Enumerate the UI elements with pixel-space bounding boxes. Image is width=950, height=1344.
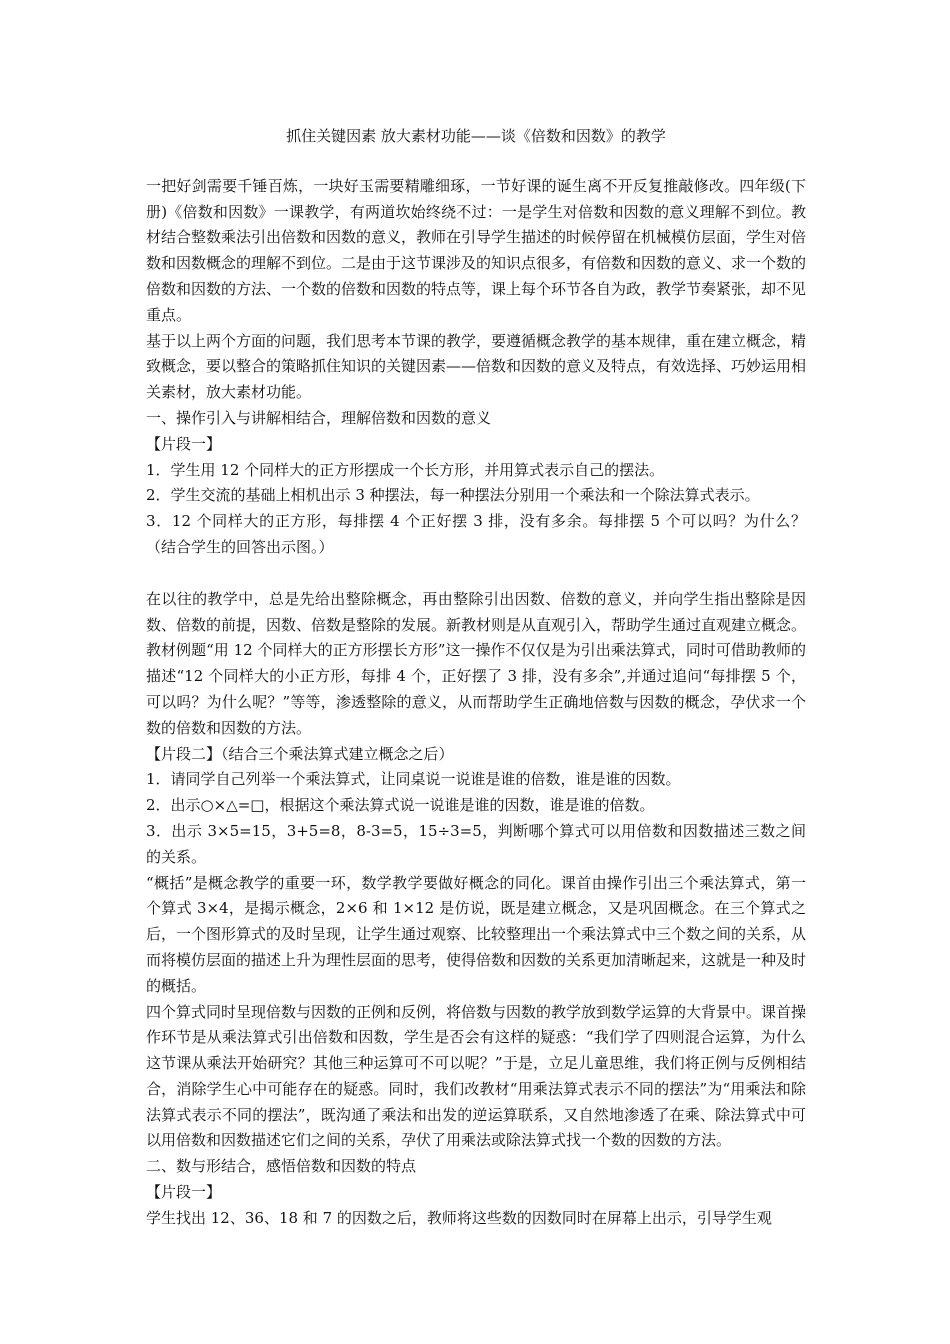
fragment-label-3: 【片段一】 [146,1183,222,1202]
fragment-label-2: 【片段二】（结合三个乘法算式建立概念之后） [146,744,454,763]
paragraph-analysis-1: 在以往的教学中，总是先给出整除概念，再由整除引出因数、倍数的意义，并向学生指出整除是因数、倍数的前提，因数、倍数是整除的发展。新教材则是从直观引入，帮助学生通过直观建立概念。教材例题“用 12 个同样大的正方形摆长方形”这一操作不仅仅是为引出乘法算式，同时可借助教师的描述“12 个同样大的小正方形，每排 4 个，正好摆了 3 排，没有多余”,并通过追问“每排摆 5 个，可以吗？为什么呢？”等等，渗透整除的意义，从而帮助学生正确地倍数与因数的概念，孕伏求一个数的倍数和因数的方法。 [146,589,807,737]
section-heading-2: 二、数与形结合，感悟倍数和因数的特点 [146,1157,417,1176]
paragraph-analysis-3: 四个算式同时呈现倍数与因数的正例和反例，将倍数与因数的教学放到数学运算的大背景中。课首操作环节是从乘法算式引出倍数和因数，学生是否会有这样的疑惑：“我们学了四则混合运算，为什么这节课从乘法开始研究？其他三种运算可不可以呢？”于是，立足儿童思维，我们将正例与反例相结合，消除学生心中可能存在的疑惑。同时，我们改教材“用乘法算式表示不同的摆法”为“用乘法和除法算式表示不同的摆法”，既沟通了乘法和出发的逆运算联系，又自然地渗透了在乘、除法算式中可以用倍数和因数描述它们之间的关系，孕伏了用乘法或除法算式找一个数的因数的方法。 [146,1002,807,1150]
list-item: 2．学生交流的基础上相机出示 3 种摆法，每一种摆法分别用一个乘法和一个除法算式表示。 [146,486,760,505]
paragraph-intro: 一把好剑需要千锤百炼，一块好玉需要精雕细琢，一节好课的诞生离不开反复推敲修改。四年级(下册)《倍数和因数》一课教学，有两道坎始终绕不过：一是学生对倍数和因数的意义理解不到位。教材结合整数乘法引出倍数和因数的意义，教师在引导学生描述的时候停留在机械模仿层面，学生对倍数和因数概念的理解不到位。二是由于这节课涉及的知识点很多，有倍数和因数的意义、求一个数的倍数和因数的方法、一个数的倍数和因数的特点等，课上每个环节各自为政，教学节奏紧张，却不见重点。 [146,176,807,324]
list-item: 3．12 个同样大的正方形，每排摆 4 个正好摆 3 排，没有多余。每排摆 5 个可以吗？为什么？（结合学生的回答出示图。） [146,512,806,556]
fragment-label-1: 【片段一】 [146,434,222,453]
list-item: 3．出示 3×5=15，3+5=8，8-3=5，15÷3=5，判断哪个算式可以用倍数和因数描述三数之间的关系。 [146,821,806,866]
paragraph-final: 学生找出 12、36、18 和 7 的因数之后，教师将这些数的因数同时在屏幕上出示，引导学生观 [146,1208,772,1227]
paragraph-approach: 基于以上两个方面的问题，我们思考本节课的教学，要遵循概念教学的基本规律，重在建立概念，精致概念，要以整合的策略抓住知识的关键因素——倍数和因数的意义及特点，有效选择、巧妙运用相关素材，放大素材功能。 [146,331,807,402]
list-item: 1．学生用 12 个同样大的正方形摆成一个长方形，并用算式表示自己的摆法。 [146,460,665,479]
document-page [146,124,806,1232]
list-item: 1．请同学自己列举一个乘法算式，让同桌说一说谁是谁的倍数，谁是谁的因数。 [146,770,681,789]
paragraph-spacer [146,561,806,587]
paragraph-analysis-2: “概括”是概念教学的重要一环，数学教学要做好概念的同化。课首由操作引出三个乘法算式，第一个算式 3×4，是揭示概念，2×6 和 1×12 是仿说，既是建立概念，又是巩固概念。在三个算式之后，一个图形算式的及时呈现，让学生通过观察、比较整理出一个乘法算式中三个数之间的关系，从而将模仿层面的描述上升为理性层面的思考，使得倍数和因数的关系更加清晰起来，这就是一种及时的概括。 [146,873,807,995]
document-title: 抓住关键因素 放大素材功能——谈《倍数和因数》的教学 [286,127,666,145]
list-item: 2．出示○×△=□，根据这个乘法算式说一说谁是谁的因数，谁是谁的倍数。 [146,796,655,815]
section-heading-1: 一、操作引入与讲解相结合，理解倍数和因数的意义 [146,408,492,427]
